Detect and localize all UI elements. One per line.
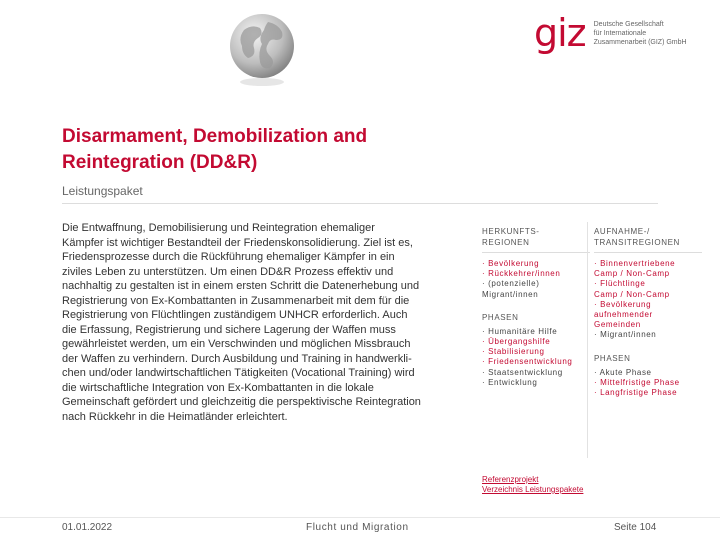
column-divider: [482, 252, 590, 253]
list-item: · (potenzielle): [482, 279, 540, 289]
description-line: Friedensprozesse durch die Rückführung ehemaliger Kämpfer in ein: [62, 251, 395, 263]
globe-icon: [222, 8, 302, 88]
description-line: Kämpfer ist wichtiger Bestandteil der Friedenskonsolidierung. Ziel ist es,: [62, 236, 413, 249]
list-item: aufnehmender: [594, 310, 653, 320]
list-item: · Migrant/innen: [594, 330, 657, 340]
reference-project-link[interactable]: Referenzprojekt: [482, 475, 539, 484]
phase-heading: PHASEN: [594, 353, 631, 363]
origin-regions-column: [482, 226, 590, 388]
logo-tagline-line: Deutsche Gesellschaft: [593, 20, 664, 28]
list-item: · Bevölkerung: [594, 299, 652, 309]
list-item: · Übergangshilfe: [482, 337, 551, 347]
list-item: Gemeinden: [594, 320, 641, 330]
list-item: · Humanitäre Hilfe: [482, 326, 558, 336]
description-line: Gemeinschaft gefördert und gleichzeitig die perspektivische Reintegration: [62, 396, 421, 408]
description-text: [62, 221, 456, 424]
list-item: · Langfristige Phase: [594, 388, 678, 398]
description-line: Registrierung von Ex-Kombattanten in Zusammenarbeit mit dem für die: [62, 294, 410, 307]
column-separator: [587, 222, 588, 458]
description-line: der Waffen zu verhindern. Durch Ausbildung und Training in handwerkli-: [62, 352, 412, 365]
phase-list: [594, 368, 702, 399]
target-group-list: [482, 259, 590, 300]
target-group-list: [594, 259, 702, 341]
logo-tagline: [594, 20, 687, 47]
list-item: · Akute Phase: [594, 367, 652, 377]
footer-date: 01.01.2022: [62, 522, 113, 533]
footer-divider: [0, 517, 720, 518]
phase-heading: PHASEN: [482, 312, 519, 322]
description-line: nachhaltig zu gestalten ist in einem ersten Schritt die Datenerhebung und: [62, 280, 420, 292]
footer-topic: Flucht und Migration: [306, 522, 409, 533]
header-divider: [62, 203, 658, 204]
page-title-line: Disarmament, Demobilization and: [62, 126, 368, 147]
list-item: Migrant/innen: [482, 289, 539, 299]
description-line: die Erfassung, Registrierung und sichere Lagerung der Waffen muss: [62, 323, 396, 336]
list-item: · Bevölkerung: [482, 259, 540, 268]
list-item: · Staatsentwicklung: [482, 367, 563, 377]
list-item: · Rückkehrer/innen: [482, 269, 561, 279]
service-packages-index-link[interactable]: Verzeichnis Leistungspakete: [482, 485, 584, 494]
column-heading-line: AUFNAHME-/: [594, 227, 650, 236]
page-title: [62, 124, 422, 176]
description-line: nach Rückkehr in die Heimatländer erleichtert.: [62, 410, 288, 423]
description-line: die wirtschaftliche Integration von Ex-Kombattanten in die lokale: [62, 381, 374, 394]
phase-list: [482, 327, 590, 388]
list-item: · Entwicklung: [482, 377, 538, 387]
logo-tagline-line: für Internationale: [593, 29, 647, 37]
logo-tagline-line: Zusammenarbeit (GIZ) GmbH: [593, 38, 687, 46]
transit-regions-column: [594, 226, 702, 398]
description-line: Registrierung von Flüchtlingen zuständigem UNHCR erforderlich. Auch: [62, 309, 408, 321]
column-heading: [482, 226, 590, 248]
description-line: gewährleistet werden, um ein Verschwinden und möglichen Missbrauch: [62, 338, 411, 350]
column-heading-line: HERKUNFTS-: [482, 227, 540, 236]
list-item: Camp / Non-Camp: [594, 269, 670, 279]
logo-wordmark: giz: [534, 11, 586, 55]
page-title-line: Reintegration (DD&R): [62, 152, 258, 173]
list-item: · Flüchtlinge: [594, 279, 646, 289]
column-heading-line: REGIONEN: [482, 238, 530, 247]
description-line: chen und/oder landwirtschaftlichen Tätigkeiten (Vocational Training) wird: [62, 367, 415, 379]
column-divider: [594, 252, 702, 253]
list-item: · Mittelfristige Phase: [594, 377, 680, 387]
list-item: · Stabilisierung: [482, 347, 545, 357]
list-item: · Friedensentwicklung: [482, 357, 573, 367]
page-subtitle: Leistungspaket: [62, 184, 143, 198]
column-heading-line: TRANSITREGIONEN: [594, 238, 680, 247]
reference-links: [482, 475, 583, 495]
description-line: Die Entwaffnung, Demobilisierung und Reintegration ehemaliger: [62, 222, 375, 234]
list-item: · Binnenvertriebene: [594, 259, 676, 268]
footer-page-number: Seite 104: [614, 522, 657, 533]
description-line: ziviles Leben zu unterstützen. Um einen DD&R Prozess effektiv und: [62, 265, 394, 278]
column-heading: [594, 226, 702, 248]
giz-logo: [534, 11, 687, 55]
list-item: Camp / Non-Camp: [594, 289, 670, 299]
